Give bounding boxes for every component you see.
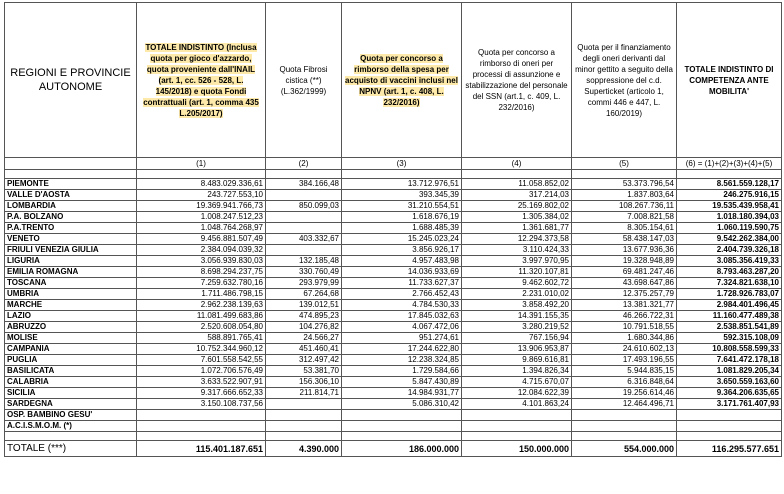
value-col4: 11.320.107,81 — [462, 267, 572, 278]
value-col5 — [572, 421, 677, 432]
region-name: MARCHE — [5, 300, 137, 311]
region-name: TOSCANA — [5, 278, 137, 289]
value-col4: 11.058.852,02 — [462, 179, 572, 190]
header-col3-text: Quota per concorso a rimborso della spesa per acquisto di vaccini inclusi nel NPNV (art. 1, c. 408, L. 232/2016) — [345, 53, 458, 107]
spacer-cell — [462, 432, 572, 441]
value-col4: 3.858.492,20 — [462, 300, 572, 311]
value-col3: 17.845.032,63 — [342, 311, 462, 322]
value-col1: 1.048.764.268,97 — [137, 223, 266, 234]
table-row — [5, 223, 782, 234]
value-col3: 15.245.023,24 — [342, 234, 462, 245]
value-col6: 246.275.916,15 — [677, 190, 782, 201]
spacer-cell — [342, 432, 462, 441]
value-col3: 1.618.676,19 — [342, 212, 462, 223]
value-col5: 69.481.247,46 — [572, 267, 677, 278]
value-col5: 13.381.321,77 — [572, 300, 677, 311]
value-col2 — [266, 410, 342, 421]
value-col6: 10.808.558.599,33 — [677, 344, 782, 355]
spacer-cell — [266, 432, 342, 441]
value-col2: 850.099,03 — [266, 201, 342, 212]
value-col6: 11.160.477.489,38 — [677, 311, 782, 322]
table-row — [5, 278, 782, 289]
value-col5: 8.305.154,61 — [572, 223, 677, 234]
total-row — [5, 441, 782, 457]
value-col4: 14.391.155,35 — [462, 311, 572, 322]
total-col2: 4.390.000 — [266, 441, 342, 457]
value-col1: 1.072.706.576,49 — [137, 366, 266, 377]
value-col6 — [677, 410, 782, 421]
region-name: UMBRIA — [5, 289, 137, 300]
table-row — [5, 388, 782, 399]
value-col6: 3.650.559.163,60 — [677, 377, 782, 388]
table-row — [5, 344, 782, 355]
value-col1: 2.520.608.054,80 — [137, 322, 266, 333]
value-col5: 58.438.147,03 — [572, 234, 677, 245]
spacer-cell — [266, 170, 342, 179]
region-name: LOMBARDIA — [5, 201, 137, 212]
value-col6: 592.315.108,09 — [677, 333, 782, 344]
value-col4: 1.394.826,34 — [462, 366, 572, 377]
region-name: PIEMONTE — [5, 179, 137, 190]
spacer-cell — [5, 170, 137, 179]
value-col3: 13.712.976,51 — [342, 179, 462, 190]
value-col5: 24.610.602,13 — [572, 344, 677, 355]
value-col4: 25.169.802,02 — [462, 201, 572, 212]
spacer-row — [5, 432, 782, 441]
value-col6: 3.085.356.419,33 — [677, 256, 782, 267]
region-name: CALABRIA — [5, 377, 137, 388]
value-col5: 13.677.936,36 — [572, 245, 677, 256]
spacer-cell — [677, 432, 782, 441]
region-name: OSP. BAMBINO GESU' — [5, 410, 137, 421]
value-col5: 43.698.647,86 — [572, 278, 677, 289]
value-col6: 8.561.559.128,17 — [677, 179, 782, 190]
index-cell-5: (5) — [572, 158, 677, 170]
total-col6: 116.295.577.651 — [677, 441, 782, 457]
value-col5: 17.493.196,55 — [572, 355, 677, 366]
header-col2: Quota Fibrosi cistica (**) (L.362/1999) — [266, 3, 342, 158]
value-col4: 4.715.670,07 — [462, 377, 572, 388]
value-col2: 53.381,70 — [266, 366, 342, 377]
value-col6: 2.984.401.496,45 — [677, 300, 782, 311]
value-col5: 46.266.722,31 — [572, 311, 677, 322]
value-col2: 139.012,51 — [266, 300, 342, 311]
value-col5: 7.008.821,58 — [572, 212, 677, 223]
value-col2: 403.332,67 — [266, 234, 342, 245]
value-col1: 9.456.881.507,49 — [137, 234, 266, 245]
value-col6: 1.018.180.394,03 — [677, 212, 782, 223]
table-row — [5, 234, 782, 245]
value-col5 — [572, 410, 677, 421]
table-row — [5, 201, 782, 212]
value-col4: 3.997.970,95 — [462, 256, 572, 267]
value-col2 — [266, 245, 342, 256]
financing-table-container — [4, 2, 782, 457]
value-col2: 293.979,99 — [266, 278, 342, 289]
value-col1: 11.081.499.683,86 — [137, 311, 266, 322]
value-col3: 12.238.324,85 — [342, 355, 462, 366]
total-col3: 186.000.000 — [342, 441, 462, 457]
total-col5: 554.000.000 — [572, 441, 677, 457]
region-name: BASILICATA — [5, 366, 137, 377]
header-col5: Quota per il finanziamento degli oneri derivanti dal minor gettito a seguito della soppressione del c.d. Superticket (articolo 1, commi 446 e 447, L. 160/2019) — [572, 3, 677, 158]
value-col3 — [342, 421, 462, 432]
value-col2: 330.760,49 — [266, 267, 342, 278]
header-row — [5, 3, 782, 158]
value-col3: 4.957.483,98 — [342, 256, 462, 267]
value-col5: 53.373.796,54 — [572, 179, 677, 190]
value-col5: 108.267.736,11 — [572, 201, 677, 212]
value-col1: 9.317.666.652,33 — [137, 388, 266, 399]
value-col2 — [266, 223, 342, 234]
value-col6: 9.364.206.635,65 — [677, 388, 782, 399]
value-col1: 3.150.108.737,56 — [137, 399, 266, 410]
spacer-cell — [342, 170, 462, 179]
spacer-cell — [137, 170, 266, 179]
value-col4: 12.084.622,39 — [462, 388, 572, 399]
value-col2: 67.264,68 — [266, 289, 342, 300]
region-name: P.A.TRENTO — [5, 223, 137, 234]
value-col2: 474.895,23 — [266, 311, 342, 322]
value-col1: 1.711.486.798,15 — [137, 289, 266, 300]
index-cell-3: (3) — [342, 158, 462, 170]
value-col1: 2.962.238.139,63 — [137, 300, 266, 311]
value-col1: 7.259.632.780,16 — [137, 278, 266, 289]
table-row — [5, 212, 782, 223]
total-label: TOTALE (***) — [5, 441, 137, 457]
table-row — [5, 399, 782, 410]
value-col2 — [266, 212, 342, 223]
value-col3: 393.345,39 — [342, 190, 462, 201]
region-name: VENETO — [5, 234, 137, 245]
value-col5: 6.316.848,64 — [572, 377, 677, 388]
value-col3: 14.984.931,77 — [342, 388, 462, 399]
value-col4: 9.869.616,81 — [462, 355, 572, 366]
value-col2 — [266, 190, 342, 201]
value-col1 — [137, 421, 266, 432]
value-col6: 2.538.851.541,89 — [677, 322, 782, 333]
header-col1-text: TOTALE INDISTINTO (Inclusa quota per gioco d'azzardo, quota proveniente dall'INAIL (art. 1, cc. 526 - 528, L. 145/2018) e quota Fondi contrattuali (art. 1, comma 435 L.205/2017) — [143, 42, 259, 118]
value-col3: 4.067.472,06 — [342, 322, 462, 333]
value-col2: 24.566,27 — [266, 333, 342, 344]
value-col2: 451.460,41 — [266, 344, 342, 355]
value-col4: 1.305.384,02 — [462, 212, 572, 223]
value-col4: 4.101.863,24 — [462, 399, 572, 410]
table-row — [5, 245, 782, 256]
value-col3: 31.210.554,51 — [342, 201, 462, 212]
index-cell-2: (2) — [266, 158, 342, 170]
value-col3: 17.244.622,80 — [342, 344, 462, 355]
index-cell-6: (6) = (1)+(2)+(3)+(4)+(5) — [677, 158, 782, 170]
value-col1: 8.483.029.336,61 — [137, 179, 266, 190]
table-row — [5, 300, 782, 311]
value-col6: 1.081.829.205,34 — [677, 366, 782, 377]
value-col6: 9.542.262.384,00 — [677, 234, 782, 245]
value-col2: 132.185,48 — [266, 256, 342, 267]
column-index-row — [5, 158, 782, 170]
value-col2: 312.497,42 — [266, 355, 342, 366]
value-col5: 10.791.518,55 — [572, 322, 677, 333]
header-col1 — [137, 3, 266, 158]
spacer-cell — [677, 170, 782, 179]
value-col3: 4.784.530,33 — [342, 300, 462, 311]
value-col6 — [677, 421, 782, 432]
value-col4: 2.231.010,02 — [462, 289, 572, 300]
value-col3 — [342, 410, 462, 421]
value-col6: 19.535.439.958,41 — [677, 201, 782, 212]
value-col6: 7.324.821.638,10 — [677, 278, 782, 289]
value-col3: 2.766.452,43 — [342, 289, 462, 300]
spacer-cell — [5, 432, 137, 441]
value-col4 — [462, 410, 572, 421]
value-col4: 1.361.681,77 — [462, 223, 572, 234]
region-name: FRIULI VENEZIA GIULIA — [5, 245, 137, 256]
spacer-cell — [572, 432, 677, 441]
value-col5: 5.944.835,15 — [572, 366, 677, 377]
value-col5: 1.680.344,86 — [572, 333, 677, 344]
value-col3: 1.729.584,66 — [342, 366, 462, 377]
value-col6: 2.404.739.326,18 — [677, 245, 782, 256]
value-col6: 3.171.761.407,93 — [677, 399, 782, 410]
value-col3: 11.733.627,37 — [342, 278, 462, 289]
value-col2: 104.276,82 — [266, 322, 342, 333]
value-col3: 5.086.310,42 — [342, 399, 462, 410]
total-col1: 115.401.187.651 — [137, 441, 266, 457]
value-col1: 7.601.558.542,55 — [137, 355, 266, 366]
value-col4: 317.214,03 — [462, 190, 572, 201]
value-col1: 10.752.344.960,12 — [137, 344, 266, 355]
region-name: VALLE D'AOSTA — [5, 190, 137, 201]
value-col4: 3.110.424,33 — [462, 245, 572, 256]
value-col5: 12.375.257,79 — [572, 289, 677, 300]
table-row — [5, 256, 782, 267]
region-name: LAZIO — [5, 311, 137, 322]
value-col6: 1.060.119.590,75 — [677, 223, 782, 234]
table-row — [5, 289, 782, 300]
value-col4 — [462, 421, 572, 432]
value-col3: 951.274,61 — [342, 333, 462, 344]
region-name: CAMPANIA — [5, 344, 137, 355]
value-col1: 19.369.941.766,73 — [137, 201, 266, 212]
header-col6: TOTALE INDISTINTO DI COMPETENZA ANTE MOBILITA' — [677, 3, 782, 158]
value-col4: 3.280.219,52 — [462, 322, 572, 333]
value-col6: 1.728.926.783,07 — [677, 289, 782, 300]
value-col2 — [266, 421, 342, 432]
spacer-cell — [572, 170, 677, 179]
table-row — [5, 366, 782, 377]
value-col1: 1.008.247.512,23 — [137, 212, 266, 223]
value-col5: 1.837.803,64 — [572, 190, 677, 201]
table-row — [5, 421, 782, 432]
region-name: ABRUZZO — [5, 322, 137, 333]
value-col5: 12.464.496,71 — [572, 399, 677, 410]
table-row — [5, 311, 782, 322]
region-name: SICILIA — [5, 388, 137, 399]
table-row — [5, 410, 782, 421]
region-name: EMILIA ROMAGNA — [5, 267, 137, 278]
region-name: P.A. BOLZANO — [5, 212, 137, 223]
region-name: SARDEGNA — [5, 399, 137, 410]
value-col1: 588.891.765,41 — [137, 333, 266, 344]
value-col4: 12.294.373,58 — [462, 234, 572, 245]
table-row — [5, 179, 782, 190]
spacer-row — [5, 170, 782, 179]
header-col4: Quota per concorso a rimborso di oneri per processi di assunzione e stabilizzazione del personale del SSN (art.1, c. 409, L. 232/2016) — [462, 3, 572, 158]
region-name: PUGLIA — [5, 355, 137, 366]
index-cell-4: (4) — [462, 158, 572, 170]
region-name: MOLISE — [5, 333, 137, 344]
table-row — [5, 377, 782, 388]
value-col1: 243.727.553,10 — [137, 190, 266, 201]
table-row — [5, 333, 782, 344]
value-col2: 211.814,71 — [266, 388, 342, 399]
value-col3: 5.847.430,89 — [342, 377, 462, 388]
value-col2: 384.166,48 — [266, 179, 342, 190]
region-name: LIGURIA — [5, 256, 137, 267]
financing-table — [4, 2, 782, 457]
header-regioni: REGIONI E PROVINCIE AUTONOME — [5, 3, 137, 158]
value-col3: 3.856.926,17 — [342, 245, 462, 256]
region-name: A.C.I.S.M.O.M. (*) — [5, 421, 137, 432]
table-row — [5, 355, 782, 366]
value-col3: 14.036.933,69 — [342, 267, 462, 278]
value-col1: 3.056.939.830,03 — [137, 256, 266, 267]
spacer-cell — [462, 170, 572, 179]
table-row — [5, 322, 782, 333]
total-col4: 150.000.000 — [462, 441, 572, 457]
value-col6: 7.641.472.178,18 — [677, 355, 782, 366]
table-row — [5, 190, 782, 201]
value-col3: 1.688.485,39 — [342, 223, 462, 234]
table-row — [5, 267, 782, 278]
value-col6: 8.793.463.287,20 — [677, 267, 782, 278]
value-col4: 767.156,94 — [462, 333, 572, 344]
value-col1: 2.384.094.039,32 — [137, 245, 266, 256]
spacer-cell — [137, 432, 266, 441]
value-col4: 13.906.953,87 — [462, 344, 572, 355]
header-col3 — [342, 3, 462, 158]
value-col2 — [266, 399, 342, 410]
value-col1 — [137, 410, 266, 421]
value-col5: 19.256.614,46 — [572, 388, 677, 399]
value-col1: 3.633.522.907,91 — [137, 377, 266, 388]
index-cell-1: (1) — [137, 158, 266, 170]
value-col2: 156.306,10 — [266, 377, 342, 388]
value-col5: 19.328.948,89 — [572, 256, 677, 267]
index-cell-empty — [5, 158, 137, 170]
value-col1: 8.698.294.237,75 — [137, 267, 266, 278]
value-col4: 9.462.602,72 — [462, 278, 572, 289]
